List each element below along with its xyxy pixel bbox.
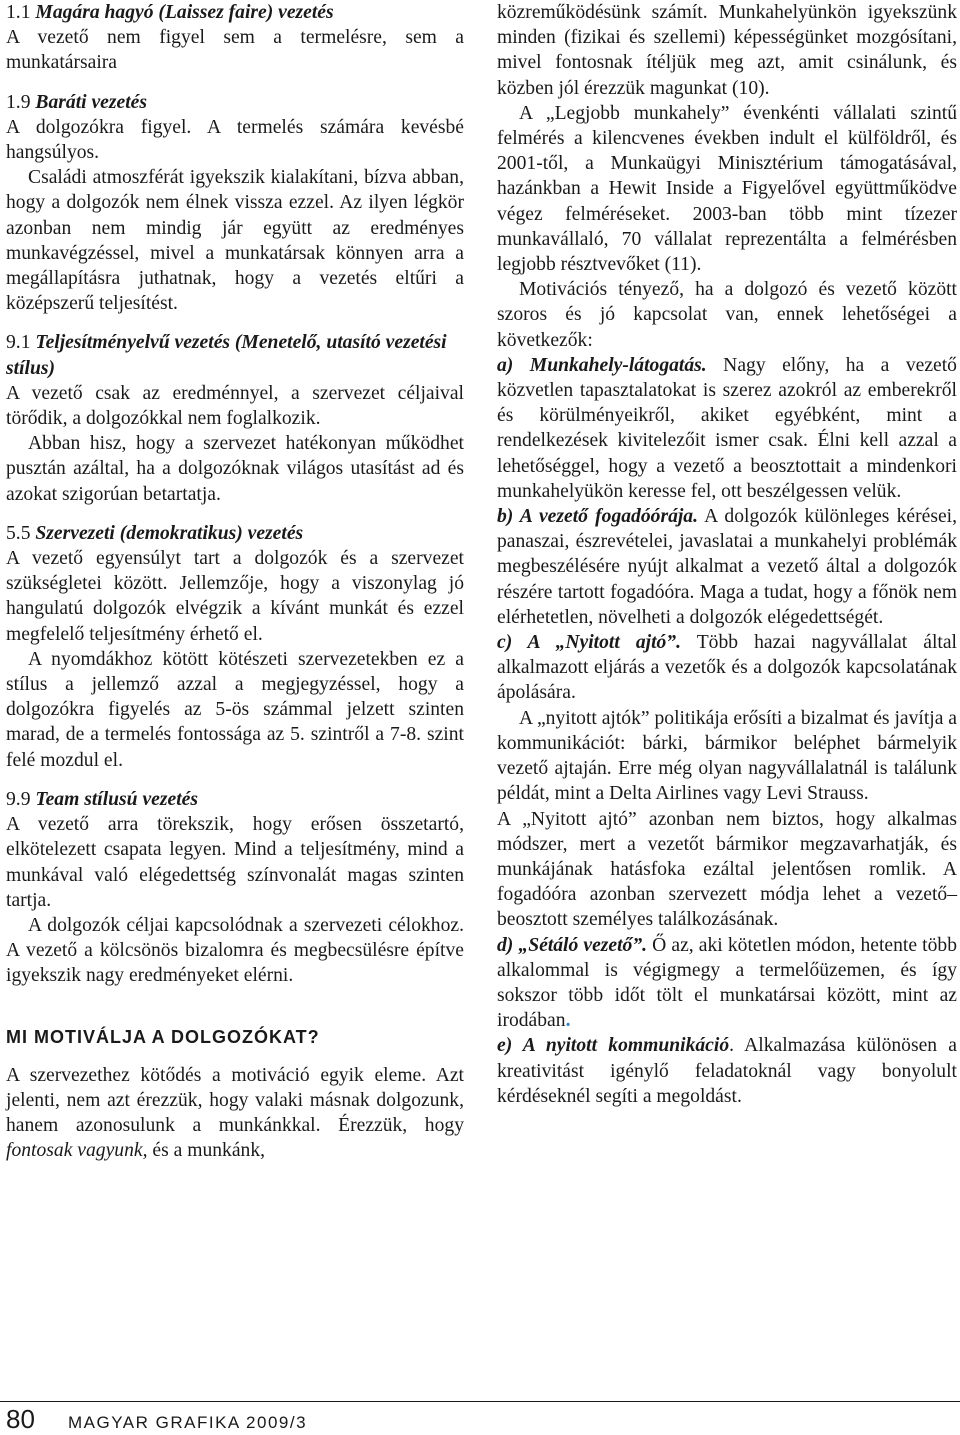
section-heading-szervezeti: 5.5 Szervezeti (demokratikus) vezetés — [6, 522, 304, 544]
paragraph: közreműködésünk számít. Munkahelyünkön igyekszünk minden (fizikai és szellemi) képességünket mozgósítani, mivel fontosnak ítéljük meg azt, amit csinálunk, és közben jól érezzük magunkat (10). — [497, 2, 957, 99]
paragraph: A vezető arra törekszik, hogy erősen összetartó, elkötelezett csapata legyen. Mind a teljesítmény, mind a munkával való elégedettség színvonalát magas szinten tartja. — [6, 814, 464, 911]
footer-rule — [0, 1401, 960, 1402]
journal-title: MAGYAR GRAFIKA 2009/3 — [68, 1413, 308, 1432]
paragraph: A vezető csak az eredménnyel, a szervezet céljaival törődik, a dolgozókkal nem foglalkozik. — [6, 382, 464, 430]
paragraph: A nyomdákhoz kötött kötészeti szervezetekben ez a stílus a jellemző azzal a megjegyzéssel, hogy a dolgozókra figyelés az 5-ös számmal jelzett szinten marad, de a termelés fontossága az 5. szintről a 7-8. szint felé mozdul el. — [6, 648, 464, 771]
paragraph: A „nyitott ajtók” politikája erősíti a bizalmat és javítja a kommunikációt: bárki, bármikor beléphet bármelyik vezető ajtaján. Erre még olyan nagyvállalatnál is találunk példát, mint a Delta Airlines vagy Levi Strauss. — [497, 707, 958, 805]
section-heading-barati: 1.9 Baráti vezetés — [6, 91, 147, 113]
left-column — [6, 0, 464, 1163]
paragraph: A vezető nem figyel sem a termelésre, sem a munkatársaira — [6, 27, 464, 74]
list-item-a: a) Munkahely-látogatás. Nagy előny, ha a vezető közvetlen tapasztalatokat is szerez azokról az emberekről és körülményeikről, akiket egyébként, mint a rendelkezések kivitelezőit ismer csak. Élni kell azzal a lehetőséggel, hogy a vezető a beosztottait a mindenkori munkahelyükön keresse fel, ott beszélgessen velük. — [497, 354, 957, 502]
list-item-d: d) „Sétáló vezető”. Ő az, aki kötetlen módon, hetente több alkalommal is végigmegy a termelőüzemen, és így sokszor több időt tölt el munkatársai között, mint az irodában. — [497, 934, 957, 1032]
paragraph: Családi atmoszférát igyekszik kialakítani, bízva abban, hogy a dolgozók nem élnek vissza ezzel. Az ilyen légkör azonban nem mindig jár együtt az eredményes munkavégzéssel, mivel a munkatársak könnyen arra a megállapításra juthatnak, hogy a vezetés eltűri a középszerű teljesítést. — [6, 167, 464, 315]
list-item-e: e) A nyitott kommunikáció. Alkalmazása különösen a kreativitást igénylő feladatoknál vagy bonyolult kérdéseknél segíti a megoldást. — [497, 1035, 957, 1107]
section-heading-team: 9.9 Team stílusú vezetés — [6, 788, 198, 810]
right-column — [497, 0, 957, 1109]
paragraph: A dolgozók céljai kapcsolódnak a szervezeti célokhoz. A vezető a kölcsönös bizalomra és megbecsülésre építve igyekszik nagy eredményeket elérni. — [6, 914, 464, 987]
paragraph: A „Legjobb munkahely” évenkénti vállalati szintű felmérés a kilencvenes években indult el külföldről, és 2001-től, a Munkaügyi Minisztérium támogatásával, hazánkban a Hewit Inside a Figyelővel együttműködve végez felméréseket. 2003-ban több mint tízezer munkavállaló, 70 vállalat reprezentálta a felmérésben legjobb résztvevőket (11). — [497, 102, 957, 276]
paragraph: A szervezethez kötődés a motiváció egyik eleme. Azt jelenti, nem azt érezzük, hogy valaki másnak dolgozunk, hanem azonosulunk a munkánkkal. Érezzük, hogy fontosak vagyunk, és a munkánk, — [6, 1064, 464, 1162]
paragraph: Abban hisz, hogy a szervezet hatékonyan működhet pusztán azáltal, ha a dolgozóknak világos utasítást ad és azokat szigorúan betartatja. — [6, 433, 464, 505]
section-heading-teljesitmenyelvu: 9.1 Teljesítményelvű vezetés (Menetelő, utasító vezetési stílus) — [6, 332, 447, 379]
list-item-c: c) A „Nyitott ajtó”. Több hazai nagyvállalat által alkalmazott eljárás a vezetők és a dolgozók kapcsolatának ápolására. — [497, 632, 957, 704]
paragraph: A vezető egyensúlyt tart a dolgozók és a szervezet szükségletei között. Jellemzője, hogy a viszonylag jó hangulatú dolgozók elvégzik a kívánt munkát és ezzel megfelelő teljesítmény érhető el. — [6, 548, 464, 645]
motivation-heading: MI MOTIVÁLJA A DOLGOZÓKAT? — [6, 1026, 320, 1047]
paragraph: A „Nyitott ajtó” azonban nem biztos, hogy alkalmas módszer, mert a vezetőt bármikor megzavarhatják, és munkájának hatásfoka ezáltal jelentősen romlik. A fogadóóra azonban szervezett módja lehet a vezető–beosztott személyes találkozásának. — [497, 808, 957, 931]
paragraph: Motivációs tényező, ha a dolgozó és vezető között szoros és jó kapcsolat van, ennek lehetőségei a következők: — [497, 279, 957, 351]
page-number: 80 — [6, 1404, 35, 1434]
section-heading-laissez-faire: 1.1 Magára hagyó (Laissez faire) vezetés — [6, 2, 334, 23]
list-item-b: b) A vezető fogadóórája. A dolgozók különleges kérései, panaszai, észrevételei, javaslatai a munkahelyi problémák megbeszélésére nyújt alkalmat a vezető által a dolgozók részére tartott fogadóóra. Maga a tudat, hogy a főnök nem elérhetetlen, növelheti a dolgozók elégedettségét. — [497, 506, 957, 628]
paragraph: A dolgozókra figyel. A termelés számára kevésbé hangsúlyos. — [6, 116, 464, 164]
